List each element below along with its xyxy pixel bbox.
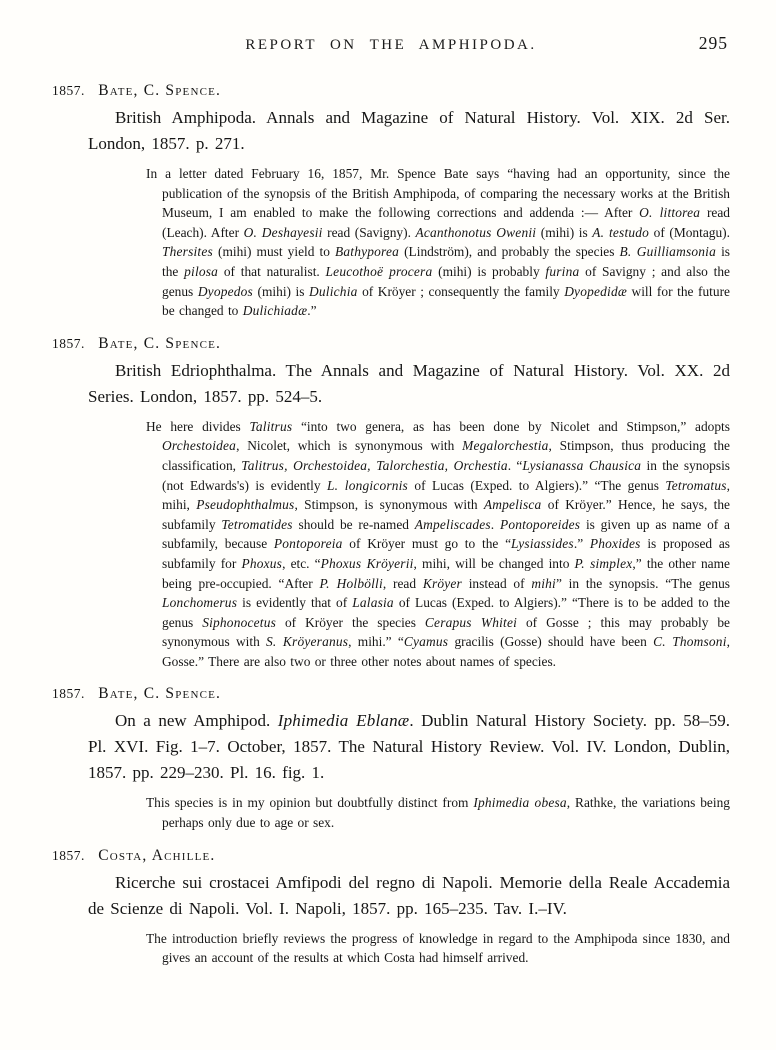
entry-heading bbox=[52, 82, 732, 100]
page-number: 295 bbox=[698, 33, 728, 53]
entry-year: 1857. bbox=[52, 686, 85, 702]
page-header bbox=[50, 33, 732, 54]
entry-author: Bate, C. Spence. bbox=[98, 82, 222, 99]
entry-author: Bate, C. Spence. bbox=[98, 334, 222, 352]
bibliography-entry bbox=[50, 847, 732, 968]
entry-author: Costa, Achille. bbox=[98, 846, 216, 864]
entry-heading bbox=[52, 685, 732, 703]
running-head-title: REPORT ON THE AMPHIPODA. bbox=[245, 37, 537, 53]
entry-citation: British Edriophthalma. The Annals and Magazine of Natural History. Vol. XX. 2d Series. London, 1857. pp. 524–5. bbox=[88, 360, 730, 406]
entry-note: This species is in my opinion but doubtfully distinct from Iphimedia obesa, Rathke, the variations being perhaps only due to age or sex. bbox=[146, 795, 730, 831]
entry-note: The introduction briefly reviews the progress of knowledge in regard to the Amphipoda since 1830, and gives an account of the results at which Costa had himself arrived. bbox=[146, 930, 730, 966]
entry-year: 1857. bbox=[52, 83, 85, 98]
entry-heading bbox=[52, 335, 732, 353]
entry-author: Bate, C. Spence. bbox=[98, 685, 222, 703]
entry-citation: Ricerche sui crostacei Amfipodi del regno di Napoli. Memorie della Reale Accademia de Scienze di Napoli. Vol. I. Napoli, 1857. pp. 165–235. Tav. I.–IV. bbox=[88, 872, 730, 918]
entry-citation: On a new Amphipod. Iphimedia Eblanæ. Dublin Natural History Society. pp. 58–59. Pl. XVI. Fig. 1–7. October, 1857. The Natural History Review. Vol. IV. London, Dublin, 1857. pp. 229–230. Pl. 16. fig. 1. bbox=[88, 711, 730, 783]
bibliography-entry bbox=[50, 685, 732, 832]
entry-note: He here divides Talitrus “into two genera, as has been done by Nicolet and Stimpson,” adopts Orchestoidea, Nicolet, which is synonymous with Megalorchestia, Stimpson, thus producing the classification, Talitrus, Orchestoidea, Talorchestia, Orchestia. “Lysianassa Chausica in the synopsis (not Edwards's) is evidently L. longicornis of Lucas (Exped. to Algiers).” “The genus Tetromatus, mihi, Pseudophthalmus, Stimpson, is synonymous with Ampelisca of Kröyer.” Hence, he says, the subfamily Tetromatides should be re-named Ampeliscades. Pontoporeides is given up as name of a subfamily, because Pontoporeia of Kröyer must go to the “Lysiassides.” Phoxides is proposed as subfamily for Phoxus, etc. “Phoxus Kröyerii, mihi, will be changed into P. simplex,” the other name being pre-occupied. “After P. Holbölli, read Kröyer instead of mihi” in the synopsis. “The genus Lonchomerus is evidently that of Lalasia of Lucas (Exped. to Algiers).” “There is to be added to the genus Siphonocetus of Kröyer the species Cerapus Whitei of Gosse ; this may probably be synonymous with S. Kröyeranus, mihi.” “Cyamus gracilis (Gosse) should have been C. Thomsoni, Gosse.” There are also two or three other notes about names of species. bbox=[146, 418, 731, 669]
entry-heading bbox=[52, 847, 732, 865]
entry-year: 1857. bbox=[52, 847, 85, 863]
entry-note: In a letter dated February 16, 1857, Mr. Spence Bate says “having had an opportunity, since the publication of the synopsis of the British Amphipoda, of comparing the necessary works at the British Museum, I am enabled to make the following corrections and addenda :— After O. littorea read (Leach). After O. Deshayesii read (Savigny). Acanthonotus Owenii (mihi) is A. testudo of (Montagu). Thersites (mihi) must yield to Bathyporea (Lindström), and probably the species B. Guilliamsonia is the pilosa of that naturalist. Leucothoë procera (mihi) is probably furina of Savigny ; and also the genus Dyopedos (mihi) is Dulichia of Kröyer ; consequently the family Dyopedidæ will for the future be changed to Dulichiadæ.” bbox=[146, 166, 730, 319]
entry-year: 1857. bbox=[52, 335, 85, 351]
bibliography-entry bbox=[50, 82, 732, 321]
bibliography-entry bbox=[50, 335, 732, 672]
entry-citation: British Amphipoda. Annals and Magazine of Natural History. Vol. XIX. 2d Ser. London, 1857. p. 271. bbox=[88, 108, 730, 153]
